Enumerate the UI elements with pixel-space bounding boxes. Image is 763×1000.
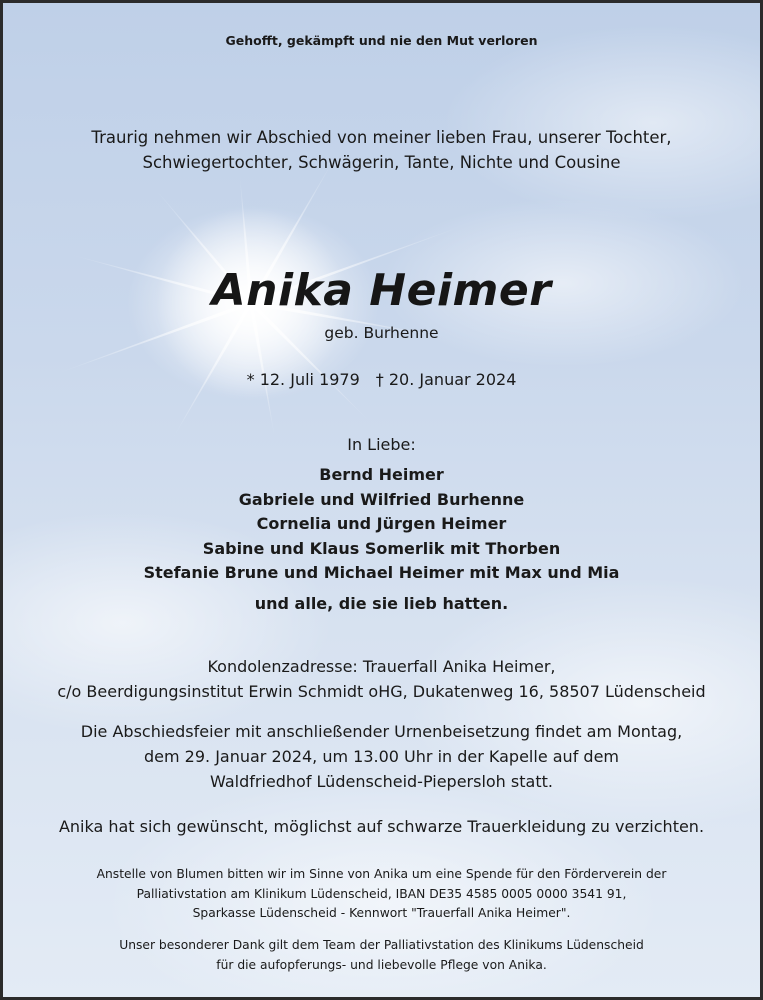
- birth-name: geb. Burhenne: [324, 324, 439, 342]
- dress-code-wish: Anika hat sich gewünscht, möglichst auf schwarze Trauerkleidung zu verzichten.: [58, 817, 705, 836]
- ceremony-line: Waldfriedhof Lüdenscheid-Piepersloh statt.: [210, 772, 553, 791]
- mourners-intro: In Liebe:: [347, 435, 416, 454]
- ceremony-info: [3, 719, 760, 794]
- motto: Gehofft, gekämpft und nie den Mut verloren: [225, 33, 538, 48]
- mourner-name: Gabriele und Wilfried Burhenne: [238, 489, 525, 509]
- thanks-line: für die aufopferungs- und liebevolle Pflege von Anika.: [216, 957, 547, 972]
- birth-date: * 12. Juli 1979: [246, 370, 360, 389]
- ceremony-line: dem 29. Januar 2024, um 13.00 Uhr in der Kapelle auf dem: [143, 747, 619, 766]
- mourner-name: Cornelia und Jürgen Heimer: [256, 514, 507, 533]
- donation-line: Sparkasse Lüdenscheid - Kennwort "Trauerfall Anika Heimer".: [192, 906, 571, 920]
- intro-text: [3, 125, 760, 175]
- deceased-name: Anika Heimer: [211, 265, 552, 316]
- condolence-address: [3, 654, 760, 704]
- donation-line: Palliativstation am Klinikum Lüdenscheid, IBAN DE35 4585 0005 0000 3541 91,: [136, 886, 627, 901]
- donation-request: [3, 865, 760, 924]
- death-date: † 20. Januar 2024: [375, 370, 517, 389]
- mourner-name: Stefanie Brune und Michael Heimer mit Max und Mia: [143, 563, 620, 582]
- mourner-name: Sabine und Klaus Somerlik mit Thorben: [202, 538, 561, 558]
- mourner-name: Bernd Heimer: [319, 465, 444, 484]
- condolence-line: c/o Beerdigungsinstitut Erwin Schmidt oHG, Dukatenweg 16, 58507 Lüdenscheid: [57, 682, 706, 701]
- life-dates: [3, 370, 760, 389]
- mourners-list: [3, 463, 760, 586]
- donation-line: Anstelle von Blumen bitten wir im Sinne von Anika um eine Spende für den Förderverein der: [96, 867, 667, 881]
- mourners-closing: und alle, die sie lieb hatten.: [254, 594, 509, 613]
- condolence-line: Kondolenzadresse: Trauerfall Anika Heimer,: [207, 657, 556, 676]
- intro-line: Traurig nehmen wir Abschied von meiner lieben Frau, unserer Tochter,: [91, 128, 672, 147]
- thanks-line: Unser besonderer Dank gilt dem Team der Palliativstation des Klinikums Lüdenscheid: [119, 938, 644, 952]
- intro-line: Schwiegertochter, Schwägerin, Tante, Nichte und Cousine: [142, 153, 621, 172]
- ceremony-line: Die Abschiedsfeier mit anschließender Urnenbeisetzung findet am Montag,: [80, 722, 683, 741]
- thanks-note: [3, 936, 760, 975]
